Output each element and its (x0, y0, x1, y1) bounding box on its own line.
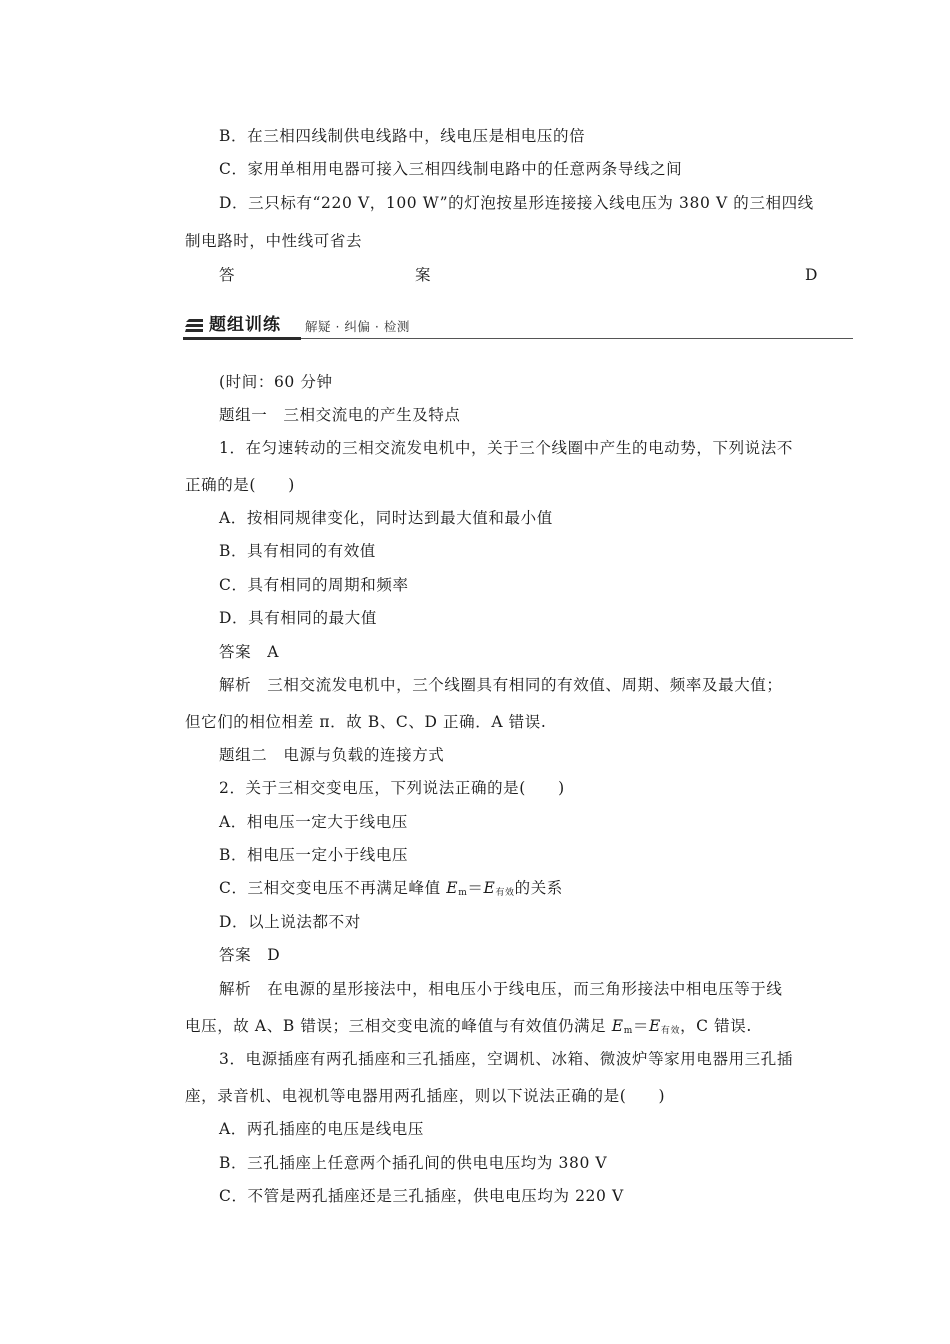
q3-stem-line1: 3．电源插座有两孔插座和三孔插座，空调机、冰箱、微波炉等家用电器用三孔插 (219, 1050, 793, 1068)
q1-analysis-line1: 解析 三相交流发电机中，三个线圈具有相同的有效值、周期、频率及最大值； (219, 676, 783, 694)
q1-option-a: A．按相同规律变化，同时达到最大值和最小值 (219, 509, 553, 527)
section-subtitle: 解疑 · 纠偏 · 检测 (305, 319, 410, 334)
group2-title: 题组二 电源与负载的连接方式 (219, 746, 445, 764)
prev-option-d-line2: 制电路时，中性线可省去 (185, 232, 363, 250)
section-header (183, 313, 853, 341)
section-title: 题组训练 (209, 315, 281, 335)
q1-answer: 答案 A (219, 643, 280, 661)
prev-option-c: C．家用单相用电器可接入三相四线制电路中的任意两条导线之间 (219, 160, 683, 178)
q1-option-b: B．具有相同的有效值 (219, 542, 376, 560)
prev-option-b: B．在三相四线制供电线路中，线电压是相电压的倍 (219, 127, 586, 145)
q1-option-d: D．具有相同的最大值 (219, 609, 377, 627)
answer-label-char2: 案 (415, 266, 431, 284)
section-rule-thin (301, 338, 853, 339)
q2-stem: 2．关于三相交变电压，下列说法正确的是( ) (219, 779, 565, 797)
section-stripes-icon (185, 319, 203, 333)
q2-option-d: D．以上说法都不对 (219, 913, 361, 931)
answer-value: D (805, 266, 818, 284)
prev-answer-row (219, 265, 819, 285)
section-rule-thick (183, 337, 301, 340)
q2-option-c: C．三相交变电压不再满足峰值 $E_m=E_{有效}$的关系 (219, 879, 563, 898)
q2-analysis-line1: 解析 在电源的星形接法中，相电压小于线电压，而三角形接法中相电压等于线 (219, 980, 783, 998)
q3-option-b: B．三孔插座上任意两个插孔间的供电电压均为 380 V (219, 1154, 608, 1172)
q1-option-c: C．具有相同的周期和频率 (219, 576, 409, 594)
answer-label-char1: 答 (219, 266, 235, 284)
q2-option-a: A．相电压一定大于线电压 (219, 813, 408, 831)
q1-stem-line2: 正确的是( ) (185, 476, 295, 494)
q3-option-a: A．两孔插座的电压是线电压 (219, 1120, 424, 1138)
q2-option-b: B．相电压一定小于线电压 (219, 846, 409, 864)
prev-option-d-line1: D．三只标有“220 V，100 W”的灯泡按星形连接接入线电压为 380 V 的三相四线 (219, 194, 814, 212)
q3-option-c: C．不管是两孔插座还是三孔插座，供电电压均为 220 V (219, 1187, 624, 1205)
q1-analysis-line2: 但它们的相位相差 π．故 B、C、D 正确．A 错误. (185, 713, 547, 731)
q2-analysis-line2: 电压，故 A、B 错误；三相交变电流的峰值与有效值仍满足 $E_m=E_{有效}$，C 错误. (185, 1017, 752, 1036)
q3-stem-line2: 座，录音机、电视机等电器用两孔插座，则以下说法正确的是( ) (185, 1087, 666, 1105)
q1-stem-line1: 1．在匀速转动的三相交流发电机中，关于三个线圈中产生的电动势，下列说法不 (219, 439, 793, 457)
group1-title: 题组一 三相交流电的产生及特点 (219, 406, 461, 424)
time-note: (时间：60 分钟 (219, 373, 333, 391)
q2-answer: 答案 D (219, 946, 281, 964)
